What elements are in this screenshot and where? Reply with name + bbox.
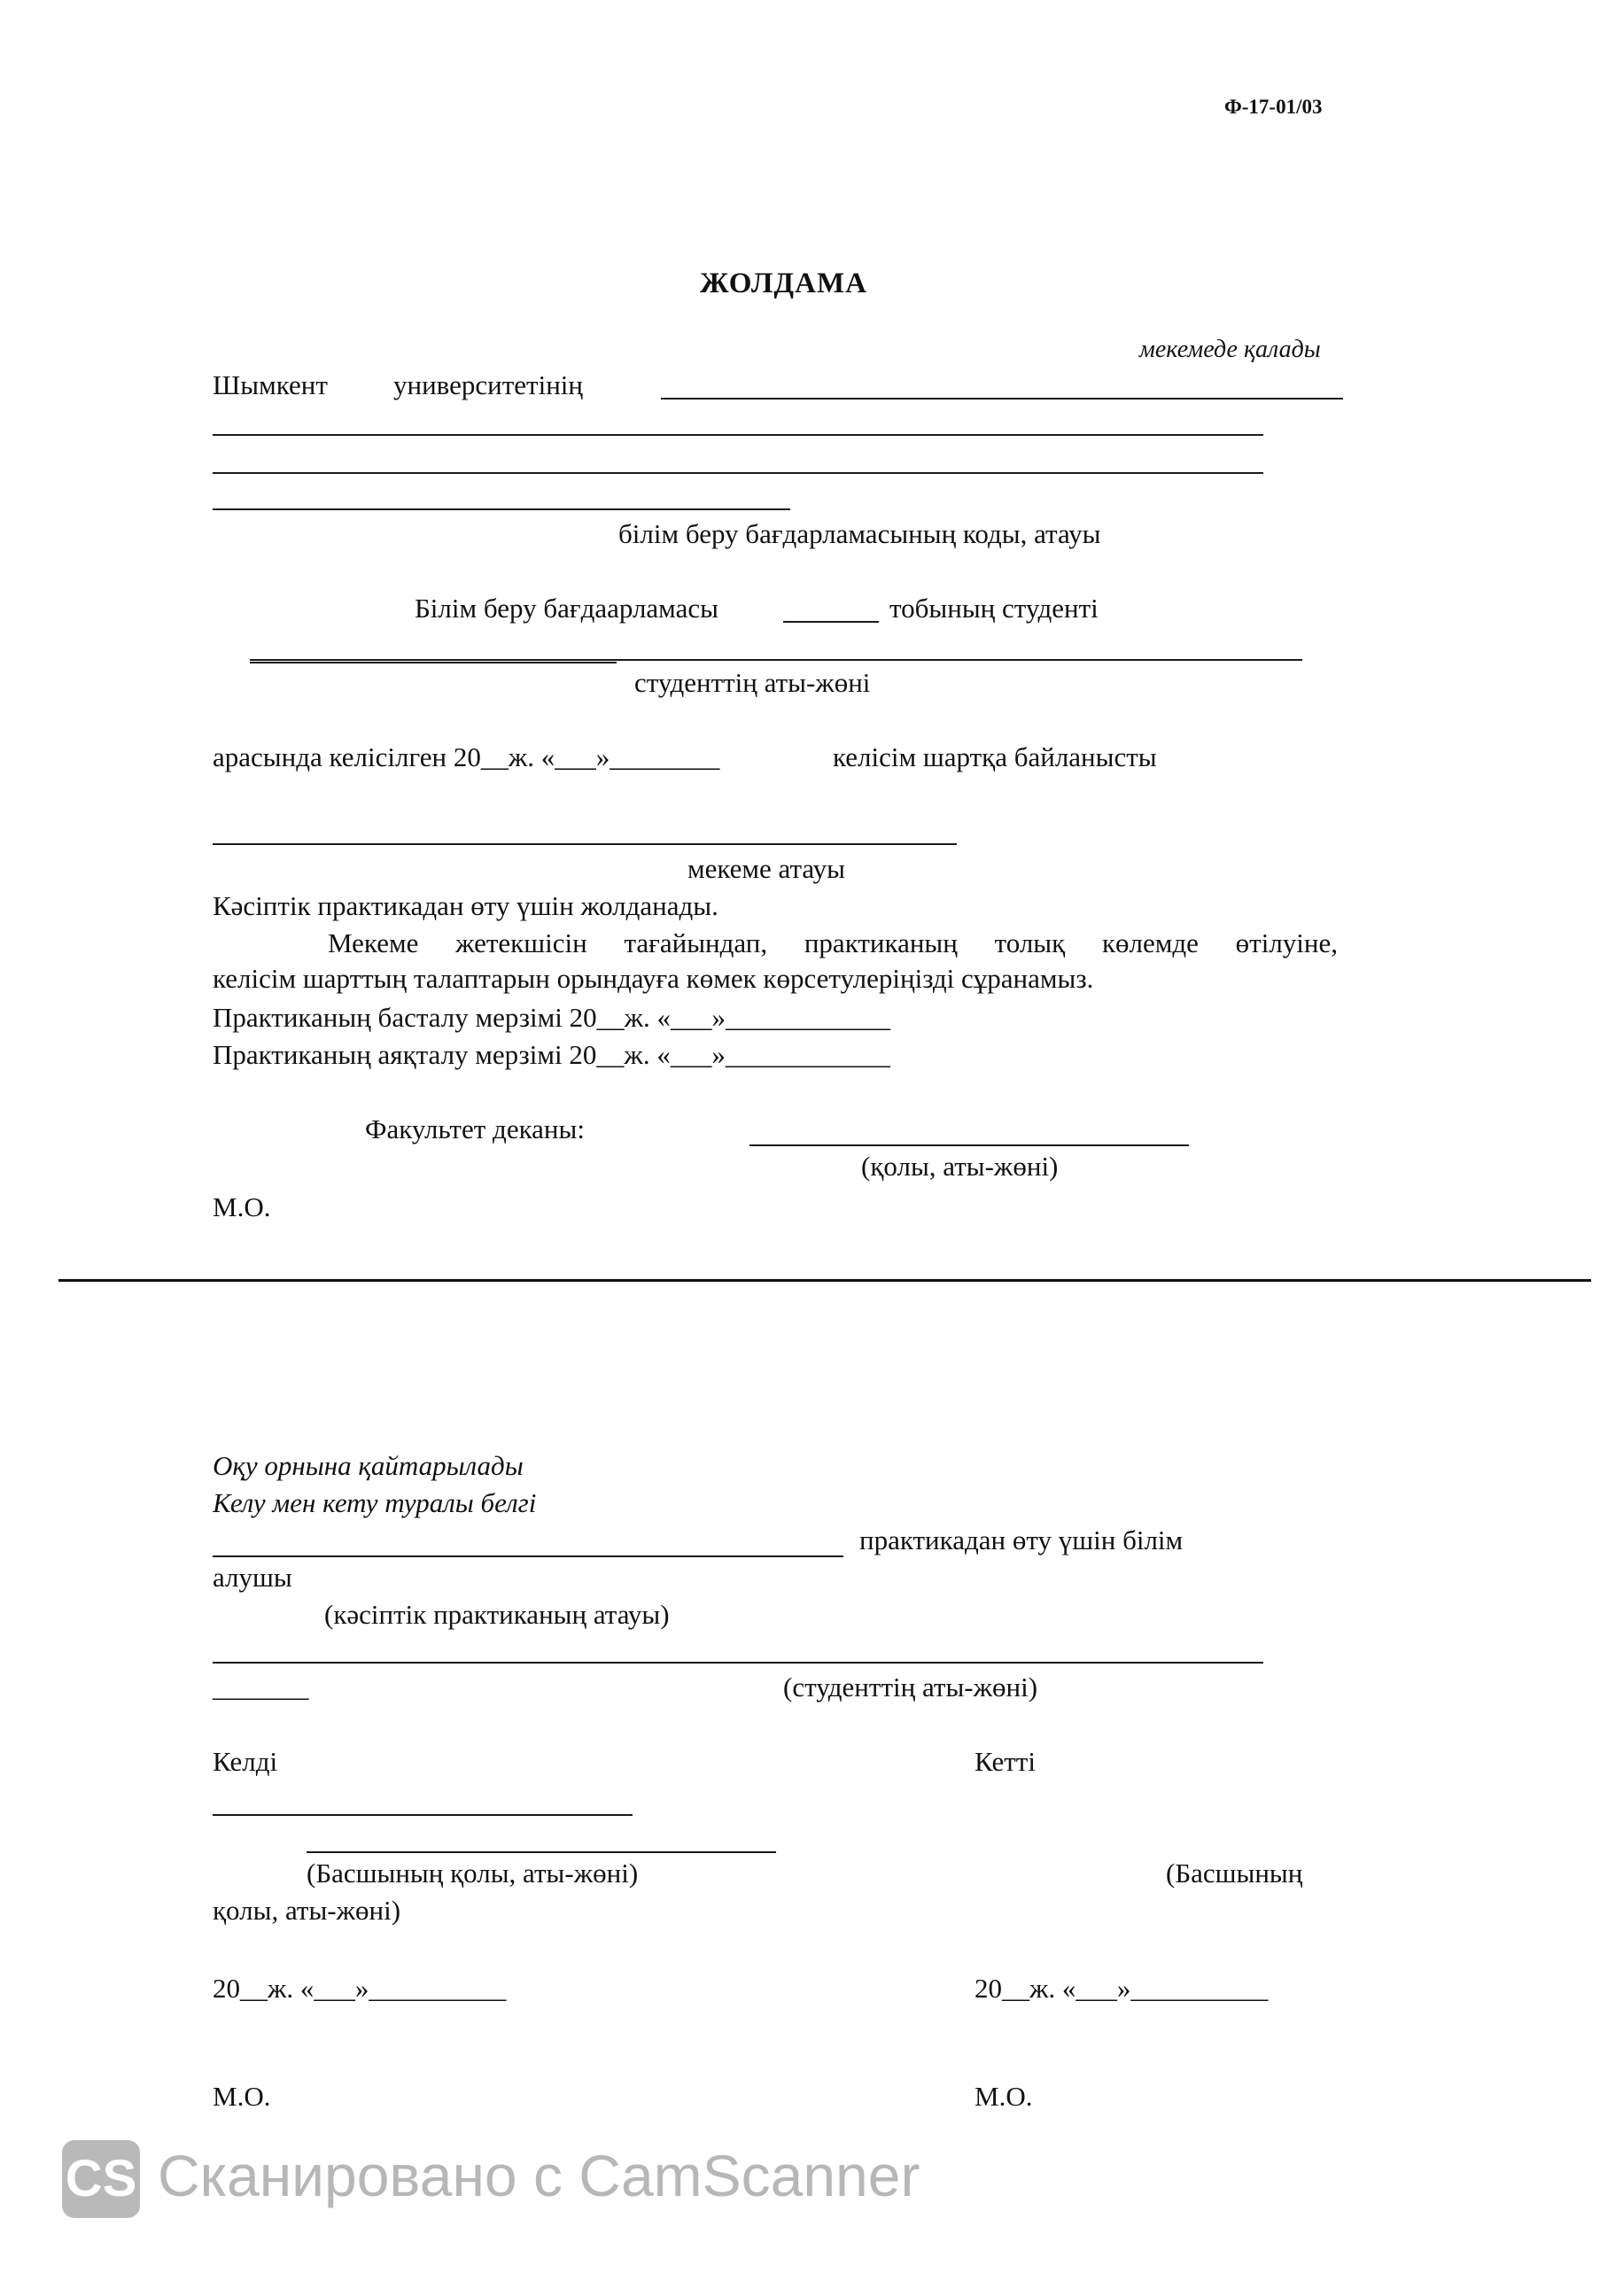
- departed-label: Кетті: [975, 1746, 1036, 1777]
- arrived-signature-line-2: [307, 1851, 776, 1853]
- student-name-caption-bottom: (студенттің аты-жөні): [783, 1672, 1038, 1703]
- university-blank-line: [661, 398, 1343, 399]
- sent-for-practice-text: Кәсіптік практикадан өту үшін жолданады.: [213, 890, 718, 921]
- form-code: Ф-17-01/03: [1224, 96, 1323, 118]
- seal-mark-departed: М.О.: [975, 2081, 1033, 2112]
- institution-caption: мекеме атауы: [687, 853, 845, 884]
- camscanner-watermark-text: Сканировано с CamScanner: [158, 2143, 920, 2208]
- short-blank-line: _______: [213, 1672, 309, 1703]
- dean-signature-caption: (қолы, аты-жөні): [861, 1151, 1059, 1182]
- request-paragraph-line-1: Мекеме жетекшісін тағайындап, практиканың толық көлемде өтілуіне,: [328, 927, 1338, 958]
- practice-name-caption: (кәсіптік практиканың атауы): [324, 1599, 670, 1630]
- arrival-departure-note: Келу мен кету туралы белгі: [213, 1487, 537, 1518]
- camscanner-logo-icon: CS: [62, 2140, 140, 2218]
- seal-mark-top: М.О.: [213, 1191, 271, 1222]
- arrived-head-caption: (Басшының қолы, аты-жөні): [307, 1858, 639, 1889]
- practice-end-date: Практиканың аяқталу мерзімі 20__ж. «___»____________: [213, 1039, 890, 1070]
- group-line-student: тобының студенті: [889, 593, 1099, 624]
- practice-start-date: Практиканың басталу мерзімі 20__ж. «___»____________: [213, 1002, 891, 1033]
- institution-blank-line: [213, 843, 957, 845]
- arrived-signature-line: [213, 1814, 633, 1816]
- practice-purpose-text: практикадан өту үшін білім: [859, 1524, 1184, 1555]
- institution-note: мекемеде қалады: [1139, 336, 1321, 363]
- program-caption: білім беру бағдарламасының коды, атауы: [618, 518, 1101, 549]
- returned-note: Оқу орнына қайтарылады: [213, 1450, 524, 1481]
- dean-signature-line: [749, 1144, 1189, 1146]
- agreement-date-text: арасында келісілген 20__ж. «___»________: [213, 741, 720, 772]
- cut-line: [58, 1279, 1591, 1282]
- group-line-label: Білім беру бағдаарламасы: [415, 593, 718, 624]
- departed-date: 20__ж. «___»__________: [975, 1973, 1269, 2004]
- student-name-caption: студенттің аты-жөні: [634, 667, 871, 698]
- arrived-date: 20__ж. «___»__________: [213, 1973, 507, 2004]
- student-name-blank-line-thick: [250, 662, 617, 663]
- program-blank-line-3: [213, 508, 790, 510]
- document-title: ЖОЛДАМА: [700, 268, 867, 299]
- university-word: университетінің: [393, 369, 584, 400]
- program-blank-line-2: [213, 472, 1263, 474]
- student-blank-line-bottom: [213, 1662, 1263, 1664]
- learner-word: алушы: [213, 1562, 292, 1593]
- practice-name-blank-line: [213, 1555, 843, 1557]
- departed-head-caption-2: қолы, аты-жөні): [213, 1895, 401, 1926]
- university-word-city: Шымкент: [213, 369, 328, 400]
- departed-head-caption-1: (Басшының: [1166, 1858, 1303, 1889]
- student-name-blank-line: [250, 659, 1302, 661]
- agreement-text: келісім шартқа байланысты: [833, 741, 1157, 772]
- group-blank-line: [783, 621, 879, 623]
- request-paragraph-line-2: келісім шарттың талаптарын орындауға көмек көрсетулеріңізді сұранамыз.: [213, 963, 1094, 994]
- seal-mark-arrived: М.О.: [213, 2081, 271, 2112]
- arrived-label: Келді: [213, 1746, 278, 1777]
- program-blank-line-1: [213, 434, 1263, 436]
- dean-label: Факультет деканы:: [365, 1113, 585, 1144]
